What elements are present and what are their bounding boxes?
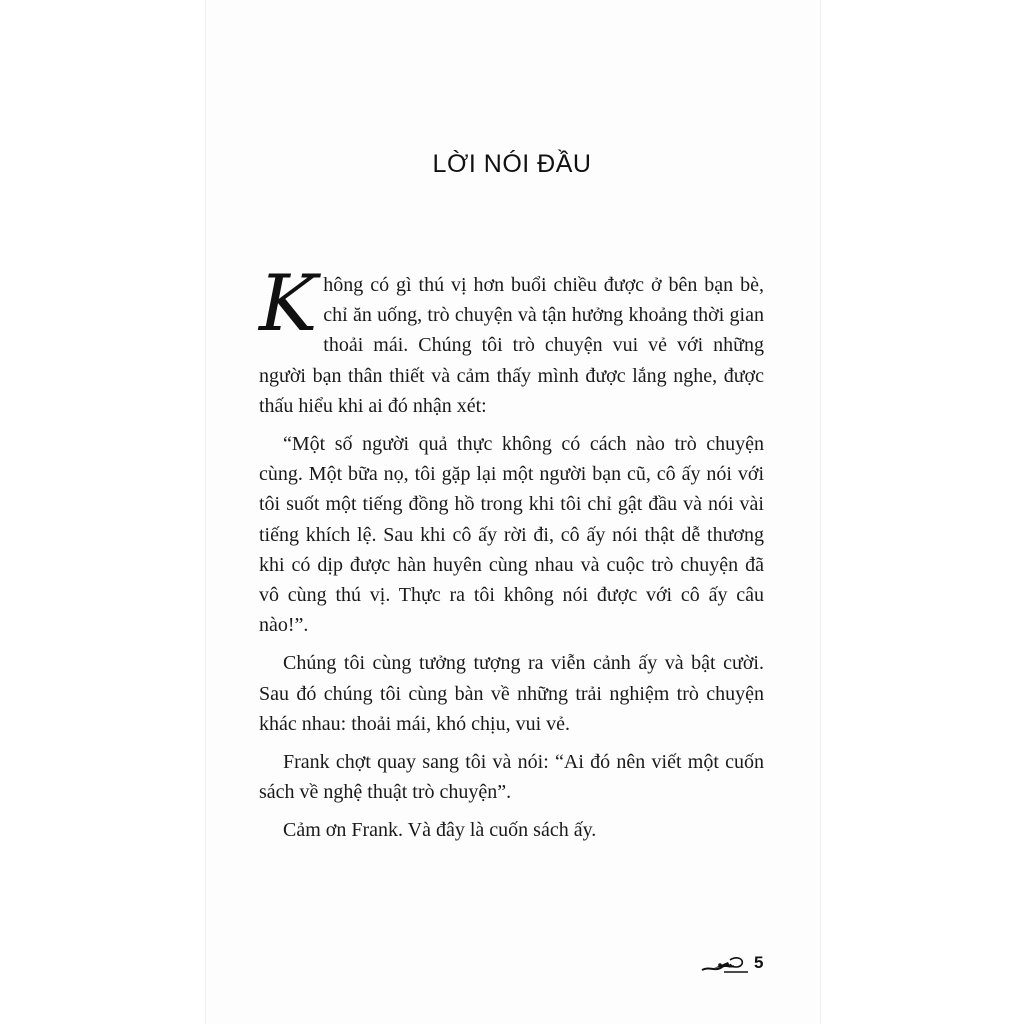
body-text — [259, 259, 764, 854]
paragraph-3: Chúng tôi cùng tưởng tượng ra viễn cảnh ấy và bật cười. Sau đó chúng tôi cùng bàn về những trải nghiệm trò chuyện khác nhau: thoải mái, khó chịu, vui vẻ. — [259, 652, 764, 735]
paragraph-5: Cảm ơn Frank. Và đây là cuốn sách ấy. — [283, 819, 597, 842]
paragraph-2: “Một số người quả thực không có cách nào trò chuyện cùng. Một bữa nọ, tôi gặp lại một người bạn cũ, cô ấy nói với tôi suốt một tiếng đồng hồ trong khi tôi chỉ gật đầu và nói vài tiếng khích lệ. Sau khi cô ấy rời đi, cô ấy nói thật dễ thương khi có dịp được hàn huyên cùng nhau và cuộc trò chuyện đã vô cùng thú vị. Thực ra tôi không nói được với cô ấy câu nào!”. — [259, 433, 764, 637]
paragraph-1 — [259, 259, 764, 421]
paragraph-4: Frank chợt quay sang tôi và nói: “Ai đó nên viết một cuốn sách về nghệ thuật trò chuyện”. — [259, 751, 764, 804]
pen-flourish-icon — [700, 952, 750, 978]
page-number: 5 — [754, 953, 764, 972]
drop-cap: K — [259, 259, 318, 349]
paragraph-1-text: hông có gì thú vị hơn buổi chiều được ở bên bạn bè, chỉ ăn uống, trò chuyện và tận hưởng khoảng thời gian thoải mái. Chúng tôi trò chuyện vui vẻ với những người bạn thân thiết và cảm thấy mình được lắng nghe, được thấu hiểu khi ai đó nhận xét: — [259, 274, 764, 417]
page-footer — [700, 950, 770, 980]
chapter-title: LỜI NÓI ĐẦU — [432, 150, 592, 178]
